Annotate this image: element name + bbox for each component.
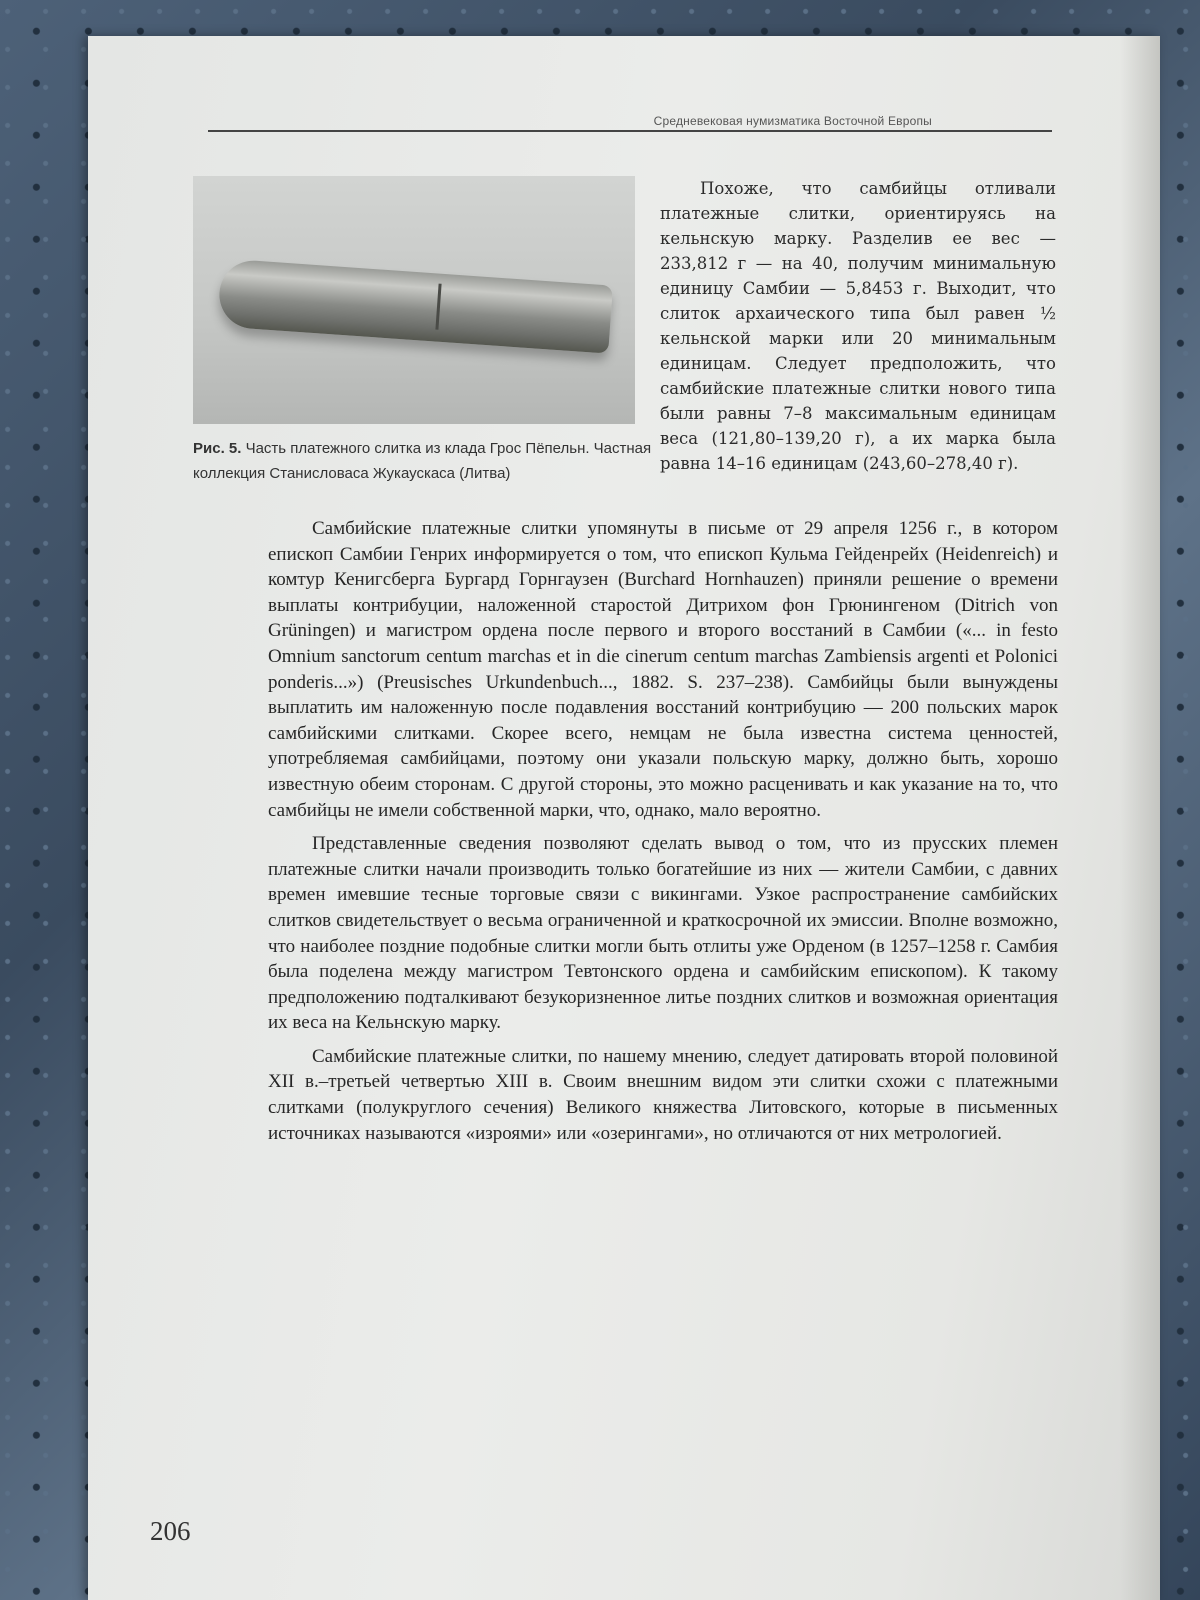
figure-photo (193, 176, 635, 424)
book-page (88, 36, 1160, 1600)
paragraph-1: Самбийские платежные слитки упомянуты в письме от 29 апреля 1256 г., в котором епископ Самбии Генрих информируется о том, что епископ Кульма Гейденрейх (Heidenreich) и комтур Кенигсберга Бургард Горнгаузен (Burchard Hornhauzen) приняли решение о времени выплаты контрибуции, наложенной старостой Дитрихом фон Грюнингеном (Ditrich von Grüningen) и магистром ордена после первого и второго восстаний в Самбии («... in festo Omnium sanctorum centum marchas et in die cinerum centum marchas Zambiensis argenti et Polonici ponderis...») (Preusisches Urkundenbuch..., 1882. S. 237–238). Самбийцы были вынуждены выплатить им наложенную после подавления восстаний контрибуцию — 200 польских марок самбийскими слитками. Скорее всего, немцам не была известна система ценностей, употребляемая самбийцами, поэтому они указали польскую марку, должно быть, хорошо известную обеим сторонам. С другой стороны, это можно расценивать и как указание на то, что самбийцы не имели собственной марки, что, однако, мало вероятно. (268, 518, 1058, 821)
page-number: 206 (150, 1516, 191, 1546)
paragraph-3: Самбийские платежные слитки, по нашему мнению, следует датировать второй половиной XII в.–третьей четвертью XIII в. Своим внешним видом эти слитки схожи с платежными слитками (полукруглого сечения) Великого княжества Литовского, которые в письменных источниках называются «изроями» или «озерингами», но отличаются от них метрологией. (268, 1045, 1058, 1144)
paragraph-2: Представленные сведения позволяют сделать вывод о том, что из прусских племен платежные слитки начали производить только богатейшие из них — жители Самбии, с давних времен имевшие тесные торговые связи с викингами. Узкое распространение самбийских слитков свидетельствует о весьма ограниченной и краткосрочной их эмиссии. Вполне возможно, что наиболее поздние подобные слитки могли быть отлиты уже Орденом (в 1257–1258 г. Самбия была поделена между магистром Тевтонского ордена и самбийским епископом). К такому предположению подталкивают безукоризненное литье поздних слитков и возможная ориентация их веса на Кельнскую марку. (268, 833, 1058, 1034)
header-rule (208, 130, 1052, 132)
silver-ingot-image (217, 258, 613, 353)
side-paragraph: Похоже, что самбийцы отливали платежные слитки, ориентируясь на кельнскую марку. Разделив ее вес — 233,812 г — на 40, получим минимальную единицу Самбии — 5,8453 г. Выходит, что слиток архаического типа был равен ½ кельнской марки или 20 минимальным единицам. Следует предположить, что самбийские платежные слитки нового типа были равны 7–8 максимальным единицам веса (121,80–139,20 г), а их марка была равна 14–16 единицам (243,60–278,40 г). (660, 179, 1056, 473)
figure-caption-text: Часть платежного слитка из клада Грос Пёпельн. Частная коллекция Станисловаса Жукаускаса (Литва) (193, 440, 652, 482)
running-header: Средневековая нумизматика Восточной Европы (653, 114, 932, 128)
figure-caption (193, 436, 653, 486)
main-text (268, 516, 1058, 1154)
figure-label: Рис. 5. (193, 440, 242, 457)
ingot-notch (435, 284, 441, 330)
page-gutter-shadow (1120, 36, 1160, 1600)
